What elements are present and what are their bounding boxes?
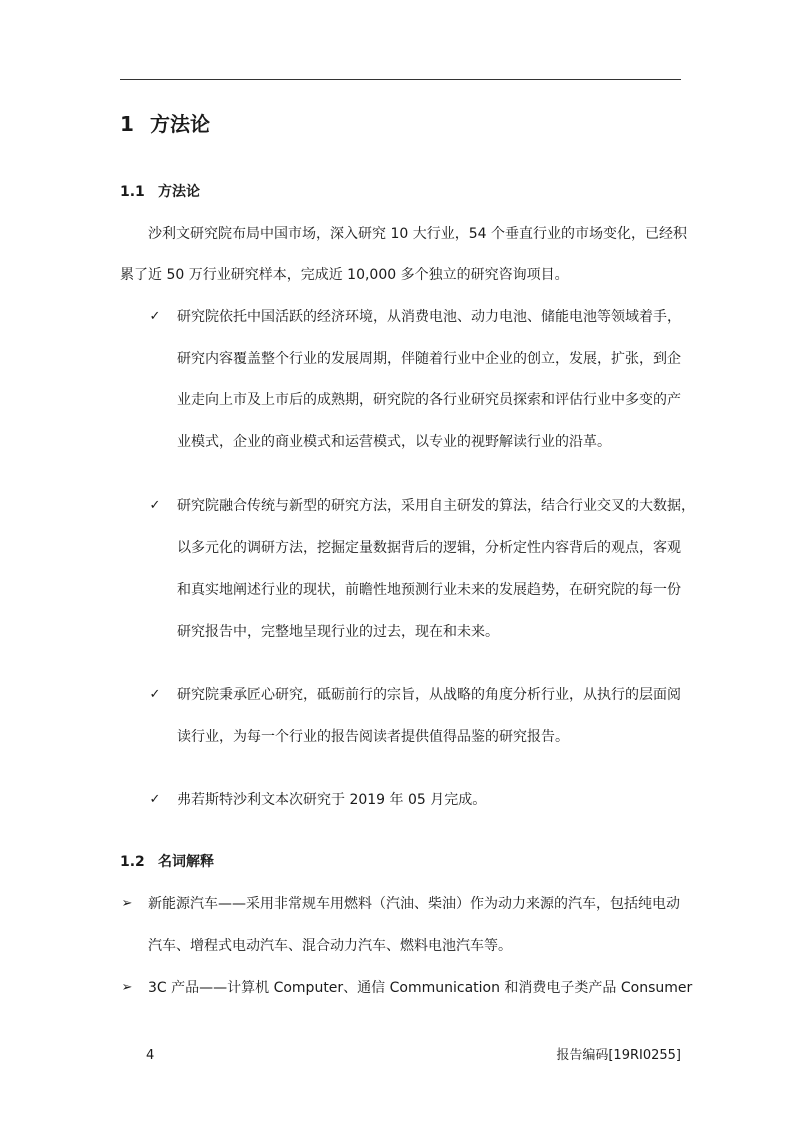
page-number: 4 <box>146 1048 155 1063</box>
intro-line: 沙利文研究院布局中国市场，深入研究 10 大行业，54 个垂直行业的市场变化，已经积 <box>148 226 687 242</box>
subsection-heading-glossary <box>120 852 214 872</box>
check-icon: ✓ <box>149 792 161 807</box>
subsection-title: 名词解释 <box>158 854 214 870</box>
glossary-line: 新能源汽车——采用非常规车用燃料（汽油、柴油）作为动力来源的汽车，包括纯电动 <box>148 896 680 912</box>
checklist-line: 研究院秉承匠心研究，砥砺前行的宗旨，从战略的角度分析行业，从执行的层面阅 <box>177 687 681 703</box>
section-title: 方法论 <box>150 112 210 136</box>
header-rule <box>120 79 681 80</box>
checklist-line: 业模式，企业的商业模式和运营模式，以专业的视野解读行业的沿革。 <box>177 434 611 450</box>
section-heading <box>120 110 210 138</box>
arrow-bullet-icon: ➢ <box>121 896 133 911</box>
subsection-heading-methodology <box>120 182 200 202</box>
checklist-line: 研究内容覆盖整个行业的发展周期，伴随着行业中企业的创立，发展，扩张，到企 <box>177 351 681 367</box>
subsection-number: 1.2 <box>120 854 145 870</box>
subsection-number: 1.1 <box>120 184 145 200</box>
checklist-line: 和真实地阐述行业的现状，前瞻性地预测行业未来的发展趋势，在研究院的每一份 <box>177 582 681 598</box>
report-code: 报告编码[19RI0255] <box>556 1048 681 1063</box>
section-number: 1 <box>120 112 134 136</box>
checklist-line: 业走向上市及上市后的成熟期，研究院的各行业研究员探索和评估行业中多变的产 <box>177 392 681 408</box>
intro-line: 累了近 50 万行业研究样本，完成近 10,000 多个独立的研究咨询项目。 <box>120 267 569 283</box>
arrow-bullet-icon: ➢ <box>121 980 133 995</box>
subsection-title: 方法论 <box>158 184 200 200</box>
check-icon: ✓ <box>149 309 161 324</box>
check-icon: ✓ <box>149 687 161 702</box>
glossary-line: 汽车、增程式电动汽车、混合动力汽车、燃料电池汽车等。 <box>148 938 512 954</box>
checklist-line: 弗若斯特沙利文本次研究于 2019 年 05 月完成。 <box>177 792 487 808</box>
checklist-line: 读行业，为每一个行业的报告阅读者提供值得品鉴的研究报告。 <box>177 729 569 745</box>
checklist-line: 研究院依托中国活跃的经济环境，从消费电池、动力电池、储能电池等领域着手， <box>177 309 681 325</box>
glossary-line: 3C 产品——计算机 Computer、通信 Communication 和消费电子类产品 Consumer <box>148 980 693 996</box>
checklist-line: 以多元化的调研方法，挖掘定量数据背后的逻辑，分析定性内容背后的观点，客观 <box>177 540 681 556</box>
check-icon: ✓ <box>149 498 161 513</box>
checklist-line: 研究院融合传统与新型的研究方法，采用自主研发的算法，结合行业交叉的大数据， <box>177 498 695 514</box>
checklist-line: 研究报告中，完整地呈现行业的过去，现在和未来。 <box>177 624 499 640</box>
